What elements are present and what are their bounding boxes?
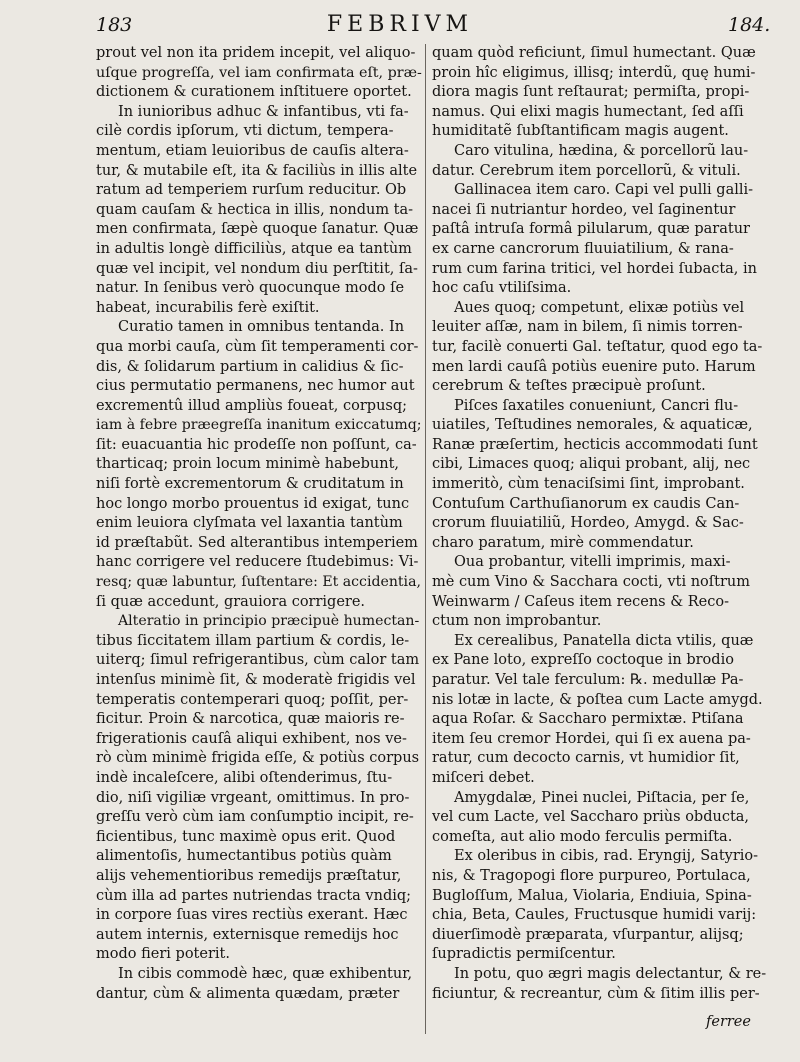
text-line: temperatis contemperari quoq; poſſit, per- — [96, 691, 409, 708]
text-line: paſtâ intruſa formâ pilularum, quæ paratur — [432, 221, 750, 238]
text-line: leuiter aſſæ, nam in bilem, ſi nimis torren- — [432, 319, 743, 336]
text-line: quam quòd reficiunt, ſimul humectant. Quæ — [432, 45, 756, 61]
text-line: intenſus minimè ſit, & moderatè frigidis vel — [96, 672, 416, 688]
text-line: paratur. Vel tale ferculum: ℞. medullæ Pa- — [432, 672, 744, 688]
right-text-column — [432, 44, 766, 1004]
text-line: humiditatẽ ſubſtantificam magis augent. — [432, 123, 729, 140]
text-line: crorum fluuiatiliũ, Hordeo, Amygd. & Sac- — [432, 515, 744, 532]
text-line: ex Pane loto, expreſſo coctoque in brodio — [432, 652, 734, 669]
text-line: Ex cerealibus, Panatella dicta vtilis, quæ — [454, 632, 754, 649]
text-line: uiatiles, Teſtudines nemorales, & aquaticæ, — [432, 417, 753, 434]
text-line: Caro vitulina, hædina, & porcellorũ lau- — [454, 142, 749, 159]
text-line: mè cum Vino & Sacchara cocti, vti noſtrum — [432, 574, 750, 591]
text-line: tur, & mutabile eſt, ita & faciliùs in illis alte — [96, 162, 418, 179]
text-line: habeat, incurabilis ferè exiſtit. — [96, 299, 320, 316]
text-line: Bugloſſum, Malua, Violaria, Endiuia, Spina- — [432, 887, 752, 904]
text-line: Contuſum Carthuſianorum ex caudis Can- — [432, 495, 740, 512]
catchword: ferree — [706, 1014, 751, 1030]
text-line: namus. Qui elixi magis humectant, ſed aſſi — [432, 103, 744, 120]
text-line: alijs vehementioribus remedijs præſtatur, — [96, 867, 402, 884]
text-line: tharticaq; proin locum minimè habebunt, — [96, 456, 400, 473]
text-line: ſi quæ accedunt, grauiora corrigere. — [96, 593, 366, 610]
text-line: diora magis ſunt reſtaurat; permiſta, propi- — [432, 84, 750, 101]
text-line: ficitur. Proin & narcotica, quæ maioris re- — [96, 711, 405, 728]
text-line: ſupradictis permiſcentur. — [432, 946, 616, 963]
text-line: dio, niſi vigiliæ vrgeant, omittimus. In pro- — [96, 789, 410, 806]
text-line: nis lotæ in lacte, & poſtea cum Lacte amygd. — [432, 691, 763, 708]
text-line: Aues quoq; competunt, elixæ potiùs vel — [454, 299, 745, 316]
text-line: ficiuntur, & recreantur, cùm & ſitim illis per- — [432, 985, 760, 1002]
text-line: nacei ſi nutriantur hordeo, vel ſaginentur — [432, 201, 736, 218]
left-text-column — [96, 44, 422, 1004]
text-line: uſque progreſſa, vel iam confirmata eſt, præ- — [96, 64, 422, 81]
text-line: quam cauſam & hectica in illis, nondum ta- — [96, 201, 414, 218]
text-line: dis, & ſolidarum partium in calidius & ſic- — [96, 358, 404, 375]
text-line: rum cum farina tritici, vel hordei ſubacta, in — [432, 260, 758, 277]
text-line: hoc caſu vtiliſsima. — [432, 280, 572, 297]
text-line: Amygdalæ, Pinei nuclei, Piſtacia, per ſe, — [454, 789, 750, 806]
page-header — [0, 10, 800, 44]
column-divider — [425, 44, 426, 1034]
text-line: ficientibus, tunc maximè opus erit. Quod — [96, 828, 396, 845]
text-line: immeritò, cùm tenaciſsimi ſint, improbant. — [432, 476, 745, 493]
text-line: men lardi cauſâ potiùs euenire puto. Harum — [432, 358, 756, 375]
text-line: tibus ſiccitatem illam partium & cordis, le- — [96, 632, 410, 649]
text-line: datur. Cerebrum item porcellorũ, & vituli. — [432, 162, 741, 179]
text-line: vel cum Lacte, vel Saccharo priùs obducta, — [432, 809, 750, 826]
text-line: alimentoſis, humectantibus potiùs quàm — [96, 848, 392, 865]
text-line: resq; quæ labuntur, ſuſtentare: Et accidentia, — [96, 574, 421, 591]
text-line: chia, Beta, Caules, Fructusque humidi varij: — [432, 907, 757, 924]
text-line: in corpore ſuas vires rectiùs exerant. Hæc — [96, 907, 408, 924]
text-line: In cibis commodè hæc, quæ exhibentur, — [118, 965, 413, 982]
text-line: modo fieri poterit. — [96, 946, 230, 963]
text-line: Gallinacea item caro. Capi vel pulli galli- — [454, 182, 754, 199]
text-line: comeſta, aut alio modo ferculis permiſta. — [432, 828, 733, 845]
text-line: iam à febre præegreſſa inanitum exiccatumq; — [96, 417, 422, 434]
text-line: cibi, Limaces quoq; aliqui probant, alij, nec — [432, 456, 751, 473]
text-line: quæ vel incipit, vel nondum diu perſtitit, ſa- — [96, 260, 418, 277]
text-line: men confirmata, ſæpè quoque ſanatur. Quæ — [96, 221, 419, 238]
text-line: hanc corrigere vel reducere ſtudebimus: Vi- — [96, 554, 419, 571]
text-line: in adultis longè difficiliùs, atque ea tantùm — [96, 240, 412, 257]
text-line: Piſces ſaxatiles conueniunt, Cancri flu- — [454, 397, 739, 414]
text-line: uiterq; ſimul refrigerantibus, cùm calor tam — [96, 652, 420, 669]
text-line: In iunioribus adhuc & infantibus, vti fa- — [118, 103, 409, 120]
text-line: autem internis, externisque remedijs hoc — [96, 926, 399, 943]
text-line: frigerationis cauſâ aliqui exhibent, nos ve- — [96, 730, 407, 747]
text-line: natur. In ſenibus verò quocunque modo ſe — [96, 280, 405, 297]
text-line: cerebrum & teſtes præcipuè proſunt. — [432, 378, 706, 395]
text-line: Curatio tamen in omnibus tentanda. In — [118, 319, 405, 336]
text-line: Ranæ præſertim, hecticis accommodati ſunt — [432, 436, 758, 453]
text-line: Oua probantur, vitelli imprimis, maxi- — [454, 554, 731, 571]
text-line: charo paratum, mirè commendatur. — [432, 534, 694, 551]
text-line: ratur, cum decocto carnis, vt humidior ſit, — [432, 750, 740, 767]
page-number-right: 184. — [728, 14, 771, 36]
text-line: Weinwarm / Caſeus item recens & Reco- — [432, 593, 729, 610]
text-line: tur, facilè conuerti Gal. teſtatur, quod ego ta- — [432, 338, 763, 355]
text-line: rò cùm minimè frigida eſſe, & potiùs corpus — [96, 750, 420, 767]
text-line: indè incaleſcere, alibi oſtenderimus, ſtu- — [96, 769, 393, 786]
text-line: qua morbi cauſa, cùm ſit temperamenti cor- — [96, 338, 419, 355]
text-line: greſſu verò cùm iam conſumptio incipit, re- — [96, 809, 414, 826]
text-line: nis, & Tragopogi flore purpureo, Portulaca, — [432, 867, 751, 884]
text-line: mentum, etiam leuioribus de cauſis altera- — [96, 142, 409, 159]
text-line: cùm illa ad partes nutriendas tracta vndiq; — [96, 887, 412, 904]
text-line: enim leuiora clyſmata vel laxantia tantùm — [96, 515, 403, 532]
text-line: dictionem & curationem inſtituere oportet. — [96, 84, 412, 101]
text-line: cius permutatio permanens, nec humor aut — [96, 378, 415, 395]
text-line: ex carne cancrorum fluuiatilium, & rana- — [432, 240, 734, 257]
text-line: miſceri debet. — [432, 769, 535, 786]
text-line: In potu, quo ægri magis delectantur, & re- — [454, 965, 766, 982]
text-line: diuerſimodè præparata, vſurpantur, alijsq; — [432, 926, 744, 943]
text-line: aqua Roſar. & Saccharo permixtæ. Ptiſana — [432, 711, 744, 728]
text-line: ſit: euacuantia hic prodeſſe non poſſunt, ca- — [96, 436, 417, 453]
text-line: item ſeu cremor Hordei, qui ſi ex auena pa- — [432, 730, 751, 747]
text-line: excrementû illud ampliùs foueat, corpusq; — [96, 397, 408, 414]
text-line: ctum non improbantur. — [432, 613, 602, 630]
running-title: FEBRIVM — [326, 12, 474, 37]
text-line: niſi fortè excrementorum & cruditatum in — [96, 476, 404, 493]
text-line: Ex oleribus in cibis, rad. Eryngij, Satyrio- — [454, 848, 759, 865]
text-line: hoc longo morbo prouentus id exigat, tunc — [96, 495, 410, 512]
text-line: Alteratio in principio præcipuè humectan- — [118, 613, 420, 630]
text-line: dantur, cùm & alimenta quædam, præter — [96, 985, 400, 1002]
text-line: id præſtabũt. Sed alterantibus intemperiem — [96, 534, 418, 551]
text-line: cilè cordis ipſorum, vti dictum, tempera- — [96, 123, 394, 140]
text-line: prout vel non ita pridem incepit, vel aliquo- — [96, 45, 416, 61]
page-number-left: 183 — [96, 14, 133, 36]
text-line: proin hîc eligimus, illisq; interdũ, quę humi- — [432, 64, 756, 81]
text-line: ratum ad temperiem rurſum reducitur. Ob — [96, 182, 407, 199]
